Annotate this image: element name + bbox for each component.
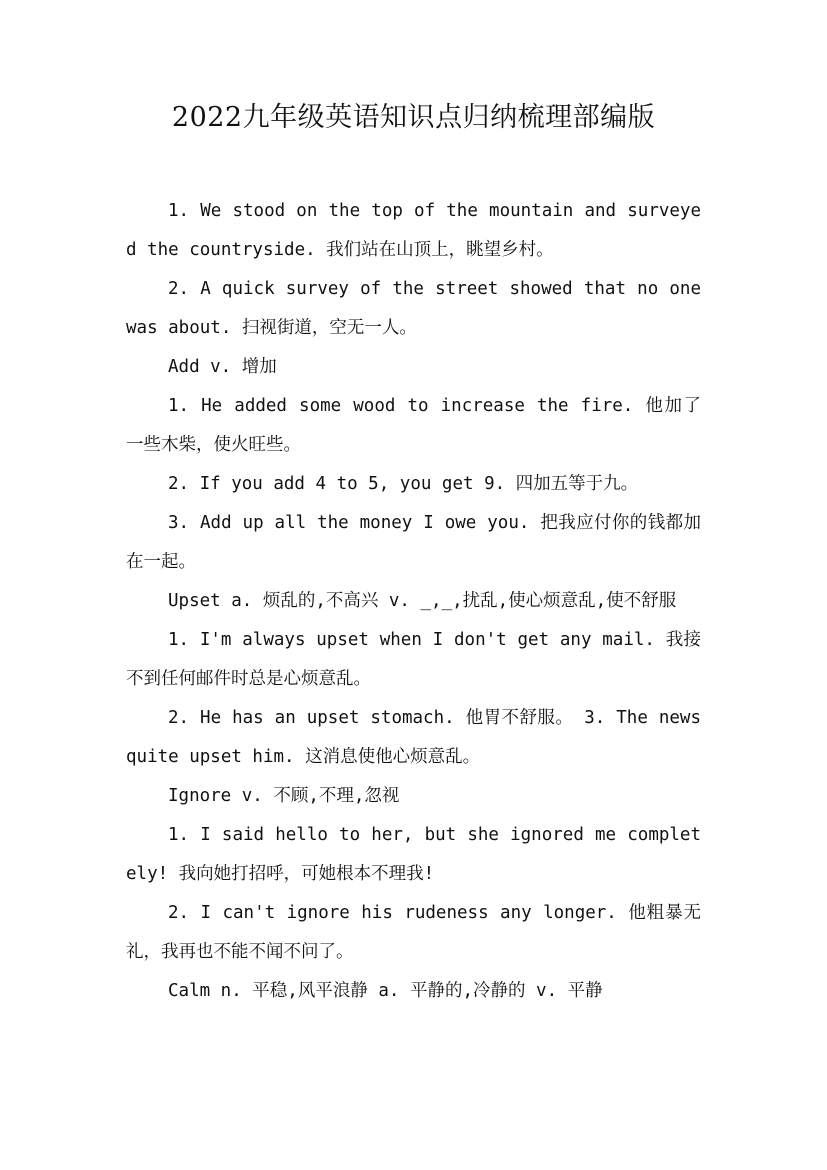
paragraph: 2. He has an upset stomach. 他胃不舒服。 3. The news quite upset him. 这消息使他心烦意乱。 (126, 708, 701, 767)
paragraph: Calm n. 平稳,风平浪静 a. 平静的,冷静的 v. 平静 (168, 981, 603, 1001)
paragraph: 1. I'm always upset when I don't get any mail. 我接不到任何邮件时总是心烦意乱。 (126, 630, 701, 689)
paragraph: 1. I said hello to her, but she ignored me completely! 我向她打招呼，可她根本不理我! (126, 825, 701, 884)
paragraph: 3. Add up all the money I owe you. 把我应付你的钱都加在一起。 (126, 513, 701, 572)
paragraph: 1. We stood on the top of the mountain and surveyed the countryside. 我们站在山顶上，眺望乡村。 (126, 201, 701, 260)
paragraph: Upset a. 烦乱的,不高兴 v. _,_,扰乱,使心烦意乱,使不舒服 (168, 591, 677, 611)
paragraph: 2. A quick survey of the street showed that no one was about. 扫视街道，空无一人。 (126, 279, 701, 338)
document-body (126, 192, 701, 1011)
paragraph: Add v. 增加 (168, 357, 277, 377)
paragraph: 1. He added some wood to increase the fire. 他加了一些木柴，使火旺些。 (126, 396, 701, 455)
document-title: 2022九年级英语知识点归纳梳理部编版 (171, 102, 656, 133)
paragraph: Ignore v. 不顾,不理,忽视 (168, 786, 400, 806)
paragraph: 2. I can't ignore his rudeness any longer. 他粗暴无礼，我再也不能不闻不问了。 (126, 903, 701, 962)
paragraph: 2. If you add 4 to 5, you get 9. 四加五等于九。 (168, 474, 639, 494)
